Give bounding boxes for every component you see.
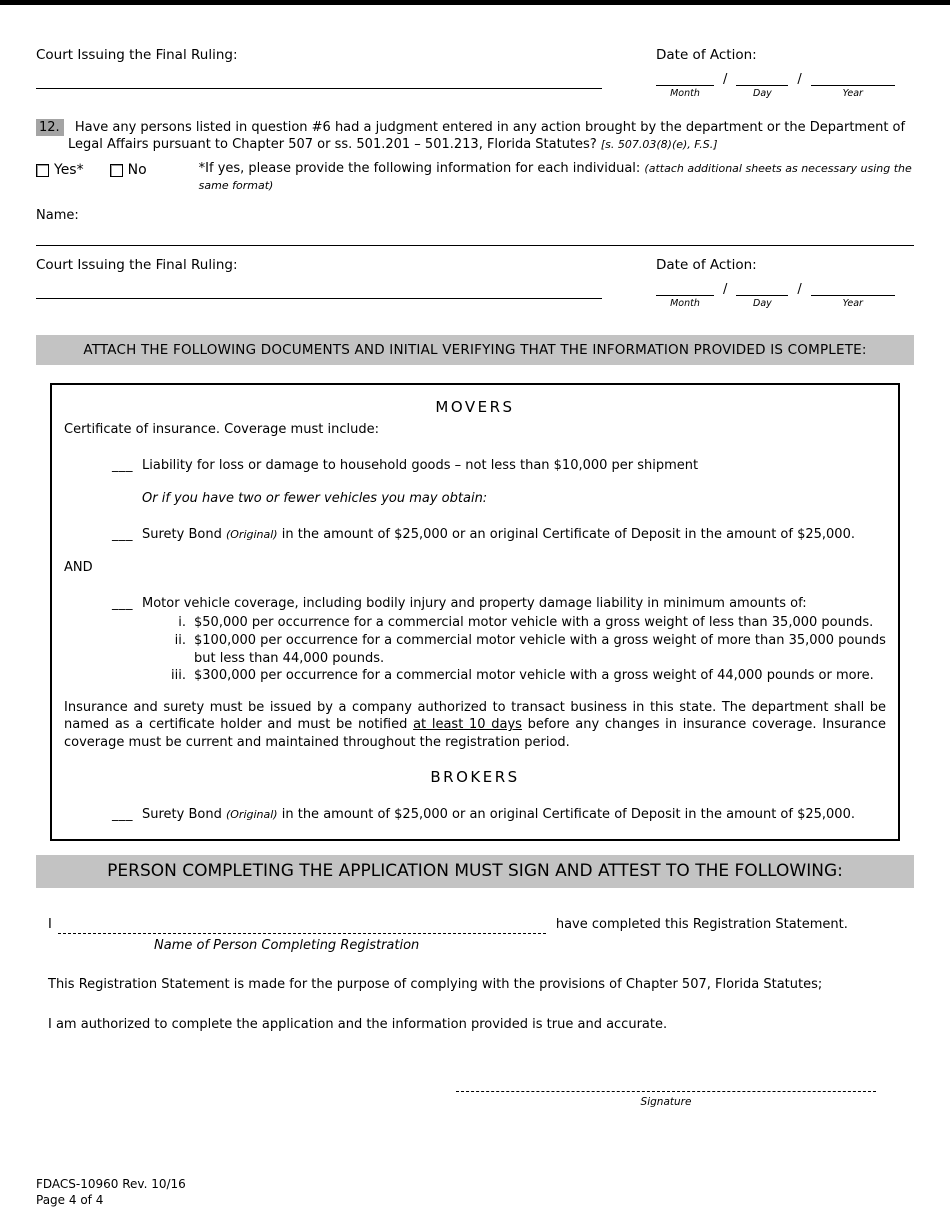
day-field-2 — [736, 282, 788, 311]
month-caption-1: Month — [670, 88, 700, 100]
liability-initials-blank[interactable]: ___ — [112, 457, 133, 473]
name-label: Name: — [36, 208, 79, 224]
date-separator-1a: / — [723, 72, 728, 88]
minimum-amounts-list — [160, 614, 886, 684]
no-checkbox[interactable] — [110, 164, 123, 177]
month-input-line-2[interactable] — [656, 282, 714, 296]
brokers-initials-blank[interactable]: ___ — [112, 806, 133, 822]
month-caption-2: Month — [670, 297, 700, 309]
month-field-2 — [656, 282, 714, 311]
statute-reference: [s. 507.03(8)(e), F.S.] — [600, 138, 718, 152]
or-alternative-note: Or if you have two or fewer vehicles you may obtain: — [142, 491, 488, 507]
brokers-surety-item — [112, 806, 886, 824]
liability-item-text: Liability for loss or damage to household goods – not less than $10,000 per shipment — [142, 457, 699, 473]
date-separator-2b: / — [797, 281, 802, 297]
date-of-action-label-2: Date of Action: — [656, 256, 757, 273]
day-caption-2: Day — [753, 297, 772, 309]
list-marker-i: i. — [178, 615, 186, 631]
list-item — [160, 614, 886, 632]
name-input-line[interactable] — [36, 225, 914, 246]
court-issuing-input-line-2[interactable] — [36, 274, 602, 299]
insurance-note-text-cont: before any changes in insurance coverage. Insurance coverage must be current and maintained throughout the registration period. — [64, 717, 886, 750]
attestation-completed-text: have completed this Registration Statement. — [555, 917, 848, 933]
yes-checkbox[interactable] — [36, 164, 49, 177]
court-ruling-block-1 — [36, 0, 914, 101]
brokers-original-note: (Original) — [225, 807, 278, 821]
month-input-line-1[interactable] — [656, 72, 714, 86]
year-field-1 — [811, 72, 895, 101]
date-fields-2 — [656, 282, 914, 311]
no-checkbox-group — [110, 161, 147, 180]
court-issuing-input-line-1[interactable] — [36, 64, 602, 89]
list-marker-iii: iii. — [171, 668, 186, 684]
court-ruling-block-2 — [36, 256, 914, 311]
signature-block — [456, 1079, 876, 1109]
question-12-body: Have any persons listed in question #6 had a judgment entered in any action brought by the department or the Department of Legal Affairs pursuant to Chapter 507 or ss. 501.201 – 501.213, Florida Statutes? — [68, 120, 906, 153]
surety-bond-text: Surety Bond — [142, 526, 226, 542]
page-top-border — [0, 0, 950, 5]
motor-vehicle-item — [112, 595, 886, 613]
attach-documents-banner: ATTACH THE FOLLOWING DOCUMENTS AND INITIAL VERIFYING THAT THE INFORMATION PROVIDED IS COMPLETE: — [36, 335, 914, 365]
list-item — [160, 632, 886, 667]
court-issuing-label-2: Court Issuing the Final Ruling: — [36, 256, 238, 273]
list-item — [160, 667, 886, 685]
yes-checkbox-group — [36, 161, 84, 180]
and-connector: AND — [64, 560, 93, 576]
insurance-note-text: Insurance and surety must be issued by a company authorized to transact business in this state. The department shall be named as a certificate holder and must be notified — [64, 699, 886, 733]
date-of-action-field-1 — [656, 46, 914, 101]
day-input-line-1[interactable] — [736, 72, 788, 86]
attestation-section — [36, 916, 914, 1109]
attestation-statement-1: This Registration Statement is made for the purpose of complying with the provisions of Chapter 507, Florida Statutes; — [48, 977, 823, 993]
insurance-requirements-note — [64, 699, 886, 752]
required-documents-box — [50, 383, 900, 841]
signature-input-line[interactable] — [456, 1079, 876, 1092]
surety-original-note: (Original) — [225, 527, 278, 541]
motor-initials-blank[interactable]: ___ — [112, 595, 133, 611]
court-issuing-field-2 — [36, 256, 602, 299]
sign-attest-banner: PERSON COMPLETING THE APPLICATION MUST SIGN AND ATTEST TO THE FOLLOWING: — [36, 855, 914, 888]
date-fields-1 — [656, 72, 914, 101]
date-separator-2a: / — [723, 281, 728, 297]
attestation-line — [48, 916, 902, 934]
court-issuing-field-1 — [36, 46, 602, 89]
surety-initials-blank[interactable]: ___ — [112, 526, 133, 542]
certificate-intro: Certificate of insurance. Coverage must include: — [64, 422, 379, 438]
court-issuing-label-1: Court Issuing the Final Ruling: — [36, 47, 238, 63]
no-label: No — [127, 162, 147, 179]
motor-item-text: Motor vehicle coverage, including bodily injury and property damage liability in minimum amounts of: — [142, 595, 807, 611]
question-12 — [36, 119, 914, 246]
yes-label: Yes* — [54, 162, 84, 179]
month-field-1 — [656, 72, 714, 101]
list-text-iii: $300,000 per occurrence for a commercial motor vehicle with a gross weight of 44,000 pounds or more. — [194, 668, 874, 684]
if-yes-instructions — [199, 161, 914, 195]
form-number: FDACS-10960 Rev. 10/16 — [36, 1176, 186, 1191]
brokers-heading: BROKERS — [430, 768, 520, 787]
surety-bond-text-cont: in the amount of $25,000 or an original Certificate of Deposit in the amount of $25,000. — [277, 526, 855, 542]
liability-item — [112, 457, 886, 475]
movers-heading: MOVERS — [435, 397, 515, 416]
name-of-person-blank[interactable] — [58, 919, 546, 934]
year-input-line-2[interactable] — [811, 282, 895, 296]
year-caption-2: Year — [842, 297, 863, 309]
date-of-action-field-2 — [656, 256, 914, 311]
year-field-2 — [811, 282, 895, 311]
page-number: Page 4 of 4 — [36, 1192, 104, 1207]
signature-caption: Signature — [640, 1096, 692, 1109]
page-footer — [36, 1176, 186, 1208]
brokers-surety-text: Surety Bond — [142, 806, 226, 822]
attestation-i: I — [48, 917, 52, 933]
surety-bond-item — [112, 526, 886, 544]
year-input-line-1[interactable] — [811, 72, 895, 86]
list-text-ii: $100,000 per occurrence for a commercial motor vehicle with a gross weight of more than 35,000 pounds but less than 44,000 pounds. — [194, 633, 886, 666]
name-of-person-caption: Name of Person Completing Registration — [154, 937, 420, 953]
list-marker-ii: ii. — [174, 633, 186, 648]
list-text-i: $50,000 per occurrence for a commercial motor vehicle with a gross weight of less than 35,000 pounds. — [194, 615, 874, 631]
question-12-text — [36, 119, 914, 153]
question-12-number: 12. — [36, 119, 64, 136]
day-caption-1: Day — [753, 88, 772, 100]
brokers-surety-text-cont: in the amount of $25,000 or an original Certificate of Deposit in the amount of $25,000. — [277, 806, 855, 822]
attestation-statement-2: I am authorized to complete the application and the information provided is true and accurate. — [48, 1016, 668, 1032]
insurance-note-underlined: at least 10 days — [413, 717, 522, 733]
day-input-line-2[interactable] — [736, 282, 788, 296]
date-of-action-label-1: Date of Action: — [656, 47, 757, 63]
question-12-answer-row — [36, 161, 914, 195]
day-field-1 — [736, 72, 788, 101]
date-separator-1b: / — [797, 72, 802, 88]
if-yes-text: *If yes, please provide the following information for each individual: — [198, 161, 641, 177]
if-yes-note: (attach additional sheets as necessary using the same format) — [198, 162, 912, 193]
year-caption-1: Year — [842, 88, 863, 100]
